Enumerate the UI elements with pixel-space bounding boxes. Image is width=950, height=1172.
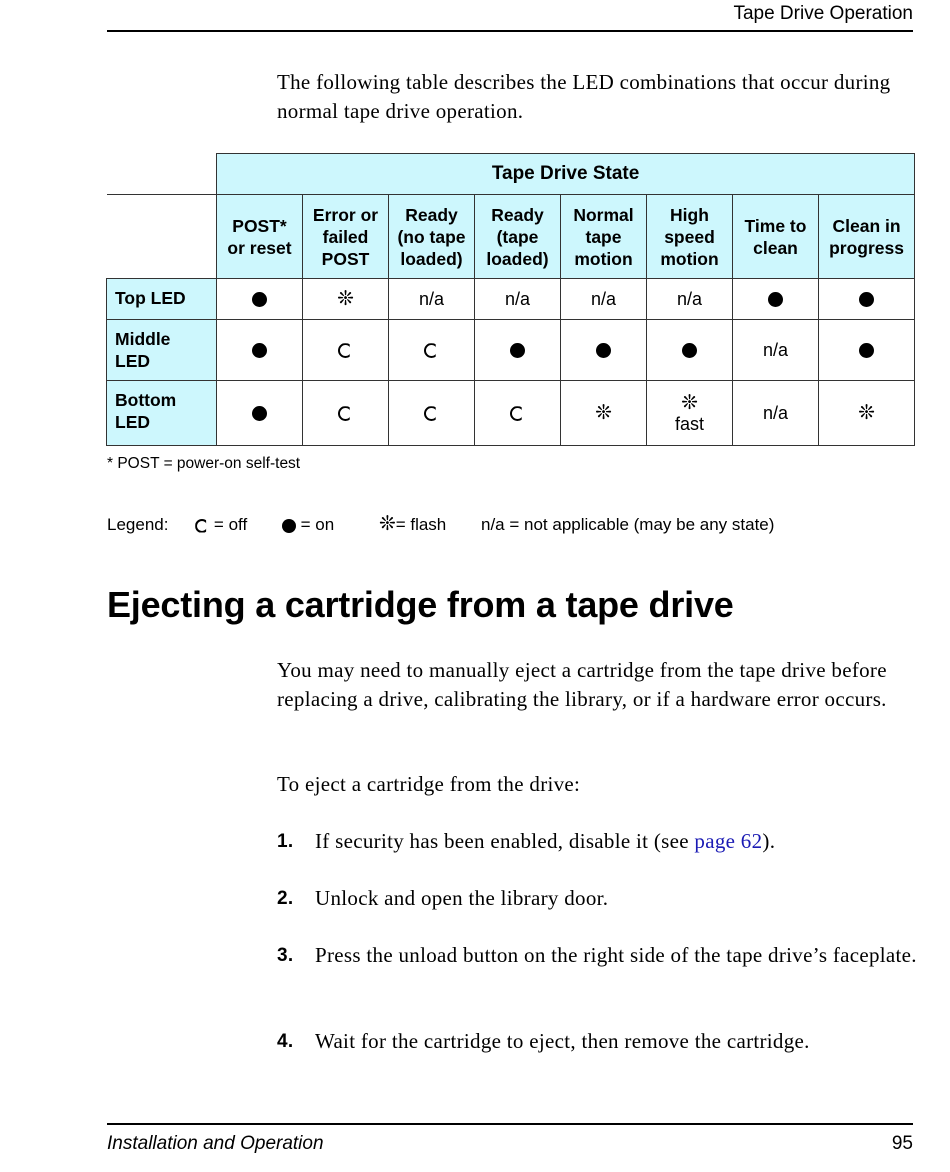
column-header-line: speed — [664, 226, 715, 247]
column-header-line: loaded) — [486, 248, 549, 269]
section-paragraph: You may need to manually eject a cartridge from the tape drive before replacing a drive, calibrating the library, or if a hardware error occurs. — [277, 658, 887, 711]
table-column-header — [733, 195, 819, 279]
led-off-icon — [510, 406, 525, 421]
na-text: n/a — [762, 402, 789, 423]
step-item — [277, 941, 917, 970]
table-cell — [819, 279, 915, 320]
led-off-icon — [424, 406, 439, 421]
led-on-icon — [282, 519, 296, 533]
row-header-line: Bottom — [115, 390, 177, 410]
row-header-line: Middle — [115, 329, 171, 349]
table-cell — [561, 279, 647, 320]
led-on-icon — [596, 343, 611, 358]
table-row-header — [107, 320, 217, 381]
intro-paragraph: The following table describes the LED combinations that occur during normal tape drive operation. — [277, 70, 891, 123]
table-cell — [733, 320, 819, 381]
page-link[interactable]: page 62 — [694, 829, 763, 853]
led-on-icon — [510, 343, 525, 358]
table-cell — [475, 381, 561, 446]
table-cell — [819, 320, 915, 381]
na-text: n/a — [418, 288, 445, 309]
step-number: 4. — [277, 1031, 294, 1052]
led-table — [106, 153, 915, 446]
table-column-header — [561, 195, 647, 279]
na-text: n/a — [762, 339, 789, 360]
table-cell — [303, 279, 389, 320]
column-header-line: Normal — [573, 204, 634, 225]
na-text: n/a — [676, 288, 703, 309]
step-text: Wait for the cartridge to eject, then remove the cartridge. — [315, 1029, 810, 1053]
table-cell — [647, 279, 733, 320]
led-on-icon — [252, 292, 267, 307]
footer-rule — [107, 1123, 913, 1125]
led-off-icon — [424, 343, 439, 358]
legend-item-off — [195, 515, 247, 535]
step-number: 1. — [277, 831, 294, 852]
table-cell — [561, 381, 647, 446]
table-column-header — [303, 195, 389, 279]
column-header-line: motion — [660, 248, 719, 269]
column-header-line: (tape — [496, 226, 539, 247]
column-header-line: tape — [585, 226, 622, 247]
table-row — [107, 279, 915, 320]
table-cell — [389, 381, 475, 446]
column-header-line: POST — [321, 248, 370, 269]
column-header-line: Time to — [744, 215, 807, 236]
table-footnote: * POST = power-on self-test — [107, 455, 301, 472]
table-row — [107, 320, 915, 381]
led-on-icon — [682, 343, 697, 358]
led-flash-icon: ❊ — [681, 391, 698, 414]
table-column-header — [475, 195, 561, 279]
steps-intro: To eject a cartridge from the drive: — [277, 772, 581, 796]
led-flash-icon: ❊ — [378, 513, 396, 535]
row-header-line: LED — [115, 412, 150, 432]
table-cell — [303, 320, 389, 381]
column-header-line: progress — [829, 237, 904, 258]
step-text-before: If security has been enabled, disable it (see — [315, 829, 695, 853]
step-text-after: ). — [762, 829, 776, 853]
column-header-line: motion — [574, 248, 633, 269]
legend-label: Legend: — [107, 515, 169, 534]
led-flash-icon: ❊ — [595, 401, 612, 424]
step-item — [277, 884, 917, 913]
table-cell — [475, 279, 561, 320]
legend-item-on — [282, 515, 334, 535]
led-off-icon — [338, 406, 353, 421]
running-header: Tape Drive Operation — [733, 3, 913, 24]
legend-item-na: n/a = not applicable (may be any state) — [481, 515, 775, 534]
table-corner-blank — [107, 195, 217, 279]
step-item — [277, 827, 917, 856]
table-row-header — [107, 279, 217, 320]
led-on-icon — [252, 406, 267, 421]
table-column-header — [217, 195, 303, 279]
led-on-icon — [252, 343, 267, 358]
step-number: 3. — [277, 945, 294, 966]
column-header-line: failed — [322, 226, 369, 247]
column-header-line: Error or — [312, 204, 379, 225]
table-cell — [733, 279, 819, 320]
table-cell — [647, 381, 733, 446]
led-off-icon — [338, 343, 353, 358]
table-column-header — [389, 195, 475, 279]
legend-item-flash — [379, 514, 446, 535]
column-header-line: Ready — [491, 204, 544, 225]
step-number: 2. — [277, 888, 294, 909]
na-text: n/a — [590, 288, 617, 309]
column-header-line: (no tape — [397, 226, 466, 247]
table-cell — [475, 320, 561, 381]
step-text: Press the unload button on the right side of the tape drive’s faceplate. — [315, 943, 917, 967]
led-off-icon — [195, 519, 209, 533]
led-on-icon — [859, 343, 874, 358]
legend — [107, 514, 774, 535]
led-flash-icon: ❊ — [337, 287, 354, 310]
step-text — [315, 827, 917, 856]
table-row-header — [107, 381, 217, 446]
step-item — [277, 1027, 917, 1056]
footer-title: Installation and Operation — [107, 1133, 324, 1154]
table-corner-blank — [107, 154, 217, 195]
table-cell — [217, 381, 303, 446]
cell-note: fast — [674, 413, 704, 434]
row-header-line: Top LED — [115, 288, 186, 308]
led-on-icon — [859, 292, 874, 307]
table-cell — [647, 320, 733, 381]
header-rule — [107, 30, 913, 32]
page-number: 95 — [891, 1133, 913, 1154]
table-cell — [561, 320, 647, 381]
table-group-header: Tape Drive State — [217, 154, 915, 195]
led-flash-icon: ❊ — [858, 401, 875, 424]
table-cell — [303, 381, 389, 446]
row-header-line: LED — [115, 351, 150, 371]
section-heading: Ejecting a cartridge from a tape drive — [107, 584, 734, 625]
table-cell — [389, 320, 475, 381]
column-header-line: POST* — [232, 215, 287, 236]
column-header-line: Ready — [405, 204, 458, 225]
table-column-header — [647, 195, 733, 279]
column-header-line: Clean in — [832, 215, 901, 236]
table-cell — [217, 279, 303, 320]
led-on-icon — [768, 292, 783, 307]
table-column-header — [819, 195, 915, 279]
legend-off-text: = off — [213, 515, 248, 534]
step-text: Unlock and open the library door. — [315, 886, 609, 910]
legend-flash-text: = flash — [395, 515, 447, 534]
column-header-line: loaded) — [400, 248, 463, 269]
column-header-line: clean — [753, 237, 798, 258]
table-cell — [733, 381, 819, 446]
column-header-line: High — [670, 204, 709, 225]
na-text: n/a — [504, 288, 531, 309]
table-cell — [819, 381, 915, 446]
table-cell — [217, 320, 303, 381]
table-row — [107, 381, 915, 446]
table-cell — [389, 279, 475, 320]
legend-on-text: = on — [300, 515, 335, 534]
column-header-line: or reset — [227, 237, 292, 258]
